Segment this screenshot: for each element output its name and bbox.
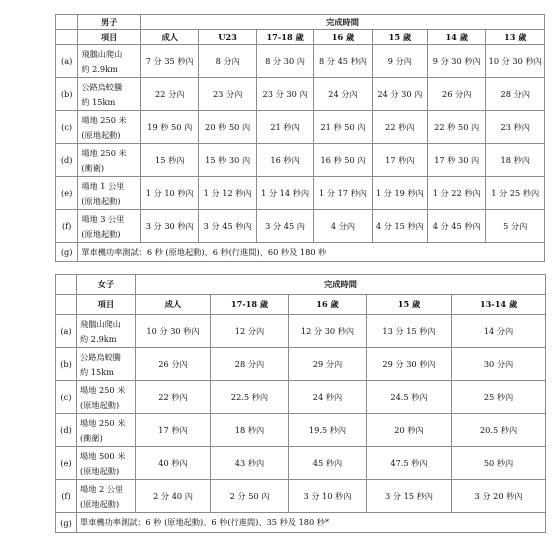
event-name	[77, 315, 136, 348]
time-standard-cell: 1 分 10 秒內	[141, 177, 199, 210]
time-standard-cell: 16 秒 50 內	[314, 144, 372, 177]
event-name-line: 飛鵝山爬山	[80, 319, 121, 329]
event-name-line: 約 15km	[80, 367, 114, 377]
event-name	[77, 480, 136, 513]
time-standard-cell: 3 分 30 秒內	[141, 210, 199, 243]
men-item-header: 項目	[78, 30, 141, 45]
table-row	[56, 381, 546, 414]
row-label: (e)	[56, 447, 77, 480]
table-row	[56, 78, 545, 111]
time-standard-cell: 24 分 30 內	[372, 78, 427, 111]
time-standard-cell: 17 秒內	[136, 414, 211, 447]
time-standard-cell: 22 秒內	[372, 111, 427, 144]
men-age-header: 15 歲	[372, 30, 427, 45]
time-standard-cell: 13 分 15 秒內	[367, 315, 452, 348]
table-row	[56, 447, 546, 480]
table-row	[56, 210, 545, 243]
time-standard-cell: 47.5 秒內	[367, 447, 452, 480]
time-standard-cell: 19 秒 50 內	[141, 111, 199, 144]
time-standard-cell: 26 分內	[136, 348, 211, 381]
time-standard-cell: 25 秒內	[452, 381, 546, 414]
men-note-label: (g)	[56, 243, 78, 262]
time-standard-cell: 1 分 19 秒內	[372, 177, 427, 210]
time-standard-cell: 50 秒內	[452, 447, 546, 480]
time-standard-cell: 3 分 20 秒內	[452, 480, 546, 513]
men-age-header: 13 歲	[486, 30, 545, 45]
event-name	[78, 78, 141, 111]
women-age-header: 13-14 歲	[452, 295, 546, 315]
time-standard-cell: 19.5 秒內	[289, 414, 367, 447]
women-note-label: (g)	[56, 513, 77, 533]
time-standard-cell: 20 秒內	[367, 414, 452, 447]
event-name-line: 約 2.9km	[80, 334, 117, 344]
time-standard-cell: 23 分 30 內	[256, 78, 313, 111]
row-label: (f)	[56, 480, 77, 513]
time-standard-cell: 2 分 40 內	[136, 480, 211, 513]
men-age-header: 16 歲	[314, 30, 372, 45]
time-standard-cell: 1 分 25 秒內	[486, 177, 545, 210]
time-standard-cell: 7 分 35 秒內	[141, 45, 199, 78]
event-name-line: 公路烏蛟騰	[81, 82, 123, 92]
row-label: (c)	[56, 111, 78, 144]
time-standard-cell: 10 分 30 秒內	[486, 45, 545, 78]
time-standard-cell: 4 分內	[314, 210, 372, 243]
event-name	[77, 348, 136, 381]
event-name-line: 場地 500 米	[80, 451, 126, 461]
time-standard-cell: 15 秒 30 內	[199, 144, 256, 177]
men-age-header: 14 歲	[427, 30, 485, 45]
event-name-line: 場地 250 米	[81, 115, 127, 125]
time-standard-cell: 16 秒內	[256, 144, 313, 177]
time-standard-cell: 23 分內	[199, 78, 256, 111]
time-standard-cell: 14 分內	[452, 315, 546, 348]
row-label: (b)	[56, 348, 77, 381]
event-name-line: (衝衛)	[80, 433, 103, 443]
row-label: (b)	[56, 78, 78, 111]
men-standards-table	[55, 14, 545, 262]
event-name-line: 場地 250 米	[80, 418, 126, 428]
table-row	[56, 144, 545, 177]
men-age-header: 成人	[141, 30, 199, 45]
event-name-line: (原地起動)	[80, 466, 120, 476]
time-standard-cell: 28 分內	[486, 78, 545, 111]
event-name-line: 公路烏蛟騰	[80, 352, 121, 362]
time-standard-cell: 21 秒 50 內	[314, 111, 372, 144]
event-name-line: (衝衛)	[81, 163, 105, 173]
time-standard-cell: 21 秒內	[256, 111, 313, 144]
event-name	[78, 177, 141, 210]
time-standard-cell: 8 分內	[199, 45, 256, 78]
women-note: 單車機功率測試：6 秒 (原地起動)、6 秒(行進間)、35 秒及 180 秒*	[77, 513, 546, 533]
women-standards-table	[55, 274, 546, 533]
time-standard-cell: 17 秒 30 內	[427, 144, 485, 177]
time-standard-cell: 26 分內	[427, 78, 485, 111]
event-name-line: 飛鵝山爬山	[81, 49, 123, 59]
event-name-line: (原地起動)	[81, 229, 121, 239]
time-standard-cell: 28 分內	[211, 348, 289, 381]
men-note: 單車機功率測試：6 秒 (原地起動)、6 秒(行進間)、60 秒及 180 秒	[78, 243, 545, 262]
time-standard-cell: 20 秒 50 內	[199, 111, 256, 144]
time-standard-cell: 22 分內	[141, 78, 199, 111]
time-standard-cell: 15 秒內	[141, 144, 199, 177]
row-label: (e)	[56, 177, 78, 210]
time-standard-cell: 3 分 10 秒內	[289, 480, 367, 513]
time-standard-cell: 29 分內	[289, 348, 367, 381]
time-standard-cell: 12 分內	[211, 315, 289, 348]
women-table-title: 女子	[77, 275, 136, 295]
time-standard-cell: 1 分 17 秒內	[314, 177, 372, 210]
time-standard-cell: 8 分 45 秒內	[314, 45, 372, 78]
time-standard-cell: 3 分 15 秒內	[367, 480, 452, 513]
event-name	[78, 45, 141, 78]
time-standard-cell: 17 秒內	[372, 144, 427, 177]
time-standard-cell: 10 分 30 秒內	[136, 315, 211, 348]
time-standard-cell: 40 秒內	[136, 447, 211, 480]
women-group-header: 完成時間	[136, 275, 546, 295]
time-standard-cell: 22 秒 50 內	[427, 111, 485, 144]
event-name-line: 場地 2 公里	[80, 484, 124, 494]
men-table-title: 男子	[78, 15, 141, 30]
time-standard-cell: 5 分內	[486, 210, 545, 243]
time-standard-cell: 43 秒內	[211, 447, 289, 480]
women-age-header: 16 歲	[289, 295, 367, 315]
time-standard-cell: 4 分 15 秒內	[372, 210, 427, 243]
table-row	[56, 111, 545, 144]
time-standard-cell: 8 分 30 內	[256, 45, 313, 78]
row-label: (d)	[56, 414, 77, 447]
time-standard-cell: 9 分 30 秒內	[427, 45, 485, 78]
women-age-header: 成人	[136, 295, 211, 315]
event-name	[77, 414, 136, 447]
event-name-line: 約 15km	[81, 97, 116, 107]
time-standard-cell: 18 秒內	[486, 144, 545, 177]
time-standard-cell: 23 秒內	[486, 111, 545, 144]
event-name	[77, 381, 136, 414]
row-label: (f)	[56, 210, 78, 243]
row-label: (d)	[56, 144, 78, 177]
event-name-line: (原地起動)	[80, 400, 120, 410]
time-standard-cell: 1 分 22 秒內	[427, 177, 485, 210]
women-age-header: 17-18 歲	[211, 295, 289, 315]
time-standard-cell: 20.5 秒內	[452, 414, 546, 447]
time-standard-cell: 45 秒內	[289, 447, 367, 480]
time-standard-cell: 22.5 秒內	[211, 381, 289, 414]
time-standard-cell: 24.5 秒內	[367, 381, 452, 414]
time-standard-cell: 24 秒內	[289, 381, 367, 414]
table-row	[56, 480, 546, 513]
time-standard-cell: 18 秒內	[211, 414, 289, 447]
event-name-line: 場地 250 米	[81, 148, 127, 158]
men-age-header: 17-18 歲	[256, 30, 313, 45]
event-name-line: (原地起動)	[81, 130, 121, 140]
table-row	[56, 315, 546, 348]
event-name	[77, 447, 136, 480]
time-standard-cell: 3 分 45 秒內	[199, 210, 256, 243]
time-standard-cell: 2 分 50 內	[211, 480, 289, 513]
women-age-header: 15 歲	[367, 295, 452, 315]
men-age-header: U23	[199, 30, 256, 45]
time-standard-cell: 3 分 45 內	[256, 210, 313, 243]
event-name-line: 場地 3 公里	[81, 214, 125, 224]
time-standard-cell: 9 分內	[372, 45, 427, 78]
time-standard-cell: 29 分 30 秒內	[367, 348, 452, 381]
time-standard-cell: 12 分 30 秒內	[289, 315, 367, 348]
time-standard-cell: 24 分內	[314, 78, 372, 111]
table-row	[56, 348, 546, 381]
table-row	[56, 177, 545, 210]
event-name-line: 約 2.9km	[81, 64, 118, 74]
row-label: (a)	[56, 315, 77, 348]
men-group-header: 完成時間	[141, 15, 545, 30]
event-name	[78, 210, 141, 243]
table-row	[56, 414, 546, 447]
time-standard-cell: 1 分 14 秒內	[256, 177, 313, 210]
event-name-line: (原地起動)	[81, 196, 121, 206]
event-name-line: 場地 1 公里	[81, 181, 125, 191]
time-standard-cell: 4 分 45 秒內	[427, 210, 485, 243]
time-standard-cell: 30 分內	[452, 348, 546, 381]
event-name	[78, 144, 141, 177]
women-item-header: 項目	[77, 295, 136, 315]
time-standard-cell: 1 分 12 秒內	[199, 177, 256, 210]
row-label: (c)	[56, 381, 77, 414]
table-row	[56, 45, 545, 78]
time-standard-cell: 22 秒內	[136, 381, 211, 414]
event-name-line: 場地 250 米	[80, 385, 126, 395]
event-name-line: (原地起動)	[80, 499, 120, 509]
event-name	[78, 111, 141, 144]
row-label: (a)	[56, 45, 78, 78]
